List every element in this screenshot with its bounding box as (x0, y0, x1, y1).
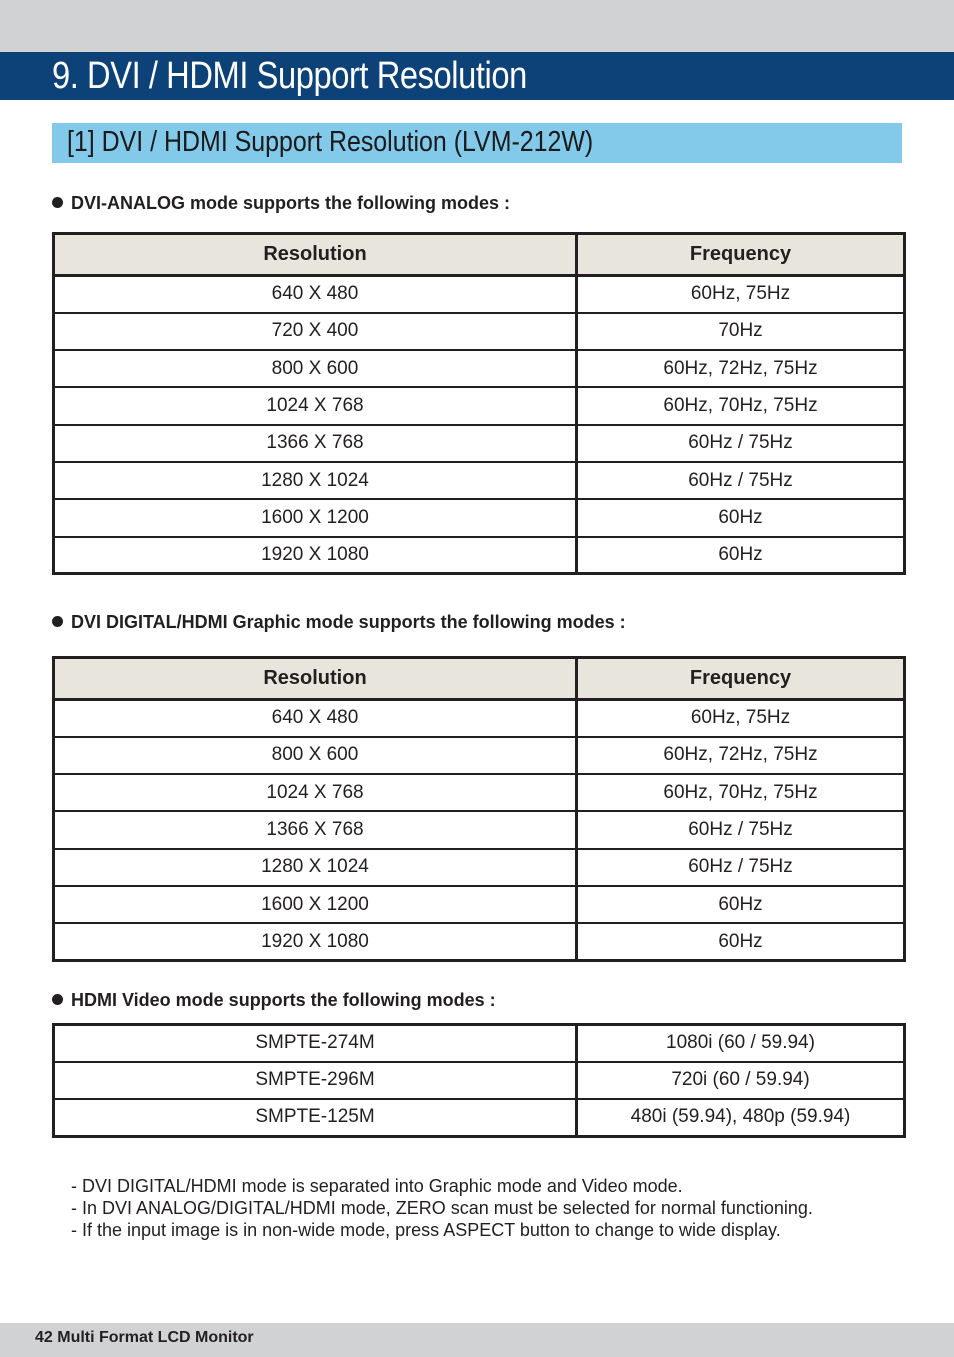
table-header-row (54, 658, 905, 700)
footer-band (0, 1323, 954, 1357)
frequency-cell: 60Hz / 75Hz (577, 462, 905, 499)
resolution-cell: 640 X 480 (54, 700, 577, 737)
resolution-cell: 1920 X 1080 (54, 537, 577, 574)
table-row (54, 276, 905, 313)
resolution-cell: 1366 X 768 (54, 811, 577, 848)
resolution-cell: 720 X 400 (54, 313, 577, 350)
table-row (54, 425, 905, 462)
frequency-cell: 60Hz (718, 543, 763, 565)
section-label-text: HDMI Video mode supports the following modes : (71, 990, 496, 1010)
note-line: - In DVI ANALOG/DIGITAL/HDMI mode, ZERO scan must be selected for normal functioning. (71, 1198, 813, 1218)
frequency-cell: 60Hz / 75Hz (577, 425, 905, 462)
frequency-cell: 60Hz, 70Hz, 75Hz (577, 387, 905, 424)
table-row (54, 849, 905, 886)
format-cell: 1080i (60 / 59.94) (577, 1025, 905, 1062)
frequency-cell: 70Hz (577, 313, 905, 350)
table-row (54, 737, 905, 774)
table-row (54, 886, 905, 923)
note-line: - If the input image is in non-wide mode, press ASPECT button to change to wide display. (71, 1220, 781, 1240)
page-footer: 42 Multi Format LCD Monitor (35, 1329, 254, 1346)
frequency-cell: 60Hz, 72Hz, 75Hz (577, 737, 905, 774)
title-bar (0, 52, 954, 100)
frequency-cell: 60Hz, 75Hz (577, 276, 905, 313)
hdmi-video-table (52, 1023, 906, 1138)
section-label-dvi-digital (52, 612, 626, 633)
table-row (54, 537, 905, 574)
table-row (54, 811, 905, 848)
section-label-dvi-analog (52, 193, 510, 214)
resolution-cell: 1280 X 1024 (54, 462, 577, 499)
header-frequency: Frequency (577, 658, 905, 700)
page-title: 9. DVI / HDMI Support Resolution (52, 55, 527, 97)
table-row (54, 923, 905, 960)
standard-cell: SMPTE-125M (54, 1099, 577, 1136)
table-row (54, 700, 905, 737)
header-frequency: Frequency (577, 234, 905, 276)
bullet-icon (52, 197, 63, 208)
resolution-cell: 1280 X 1024 (54, 849, 577, 886)
frequency-cell: 60Hz, 70Hz, 75Hz (577, 774, 905, 811)
resolution-cell: 1024 X 768 (54, 387, 577, 424)
format-cell: 480i (59.94), 480p (59.94) (630, 1106, 851, 1128)
table-row (54, 499, 905, 536)
resolution-cell: 800 X 600 (54, 737, 577, 774)
resolution-cell: 1600 X 1200 (54, 499, 577, 536)
frequency-cell: 60Hz (718, 930, 763, 952)
frequency-cell: 60Hz, 72Hz, 75Hz (577, 350, 905, 387)
frequency-cell: 60Hz (577, 886, 905, 923)
frequency-cell: 60Hz, 75Hz (577, 700, 905, 737)
table-row (54, 387, 905, 424)
table-row (54, 1099, 905, 1136)
frequency-cell: 60Hz / 75Hz (577, 849, 905, 886)
bullet-icon (52, 994, 63, 1005)
format-cell: 720i (60 / 59.94) (577, 1062, 905, 1099)
resolution-cell: 1024 X 768 (54, 774, 577, 811)
subtitle-bar (52, 123, 902, 163)
resolution-cell: 1366 X 768 (54, 425, 577, 462)
resolution-cell: 640 X 480 (54, 276, 577, 313)
standard-cell: SMPTE-274M (54, 1025, 577, 1062)
table-header-row (54, 234, 905, 276)
section-subtitle: [1] DVI / HDMI Support Resolution (LVM-212W) (67, 126, 594, 158)
frequency-cell: 60Hz (577, 499, 905, 536)
header-resolution: Resolution (54, 658, 577, 700)
dvi-analog-table (52, 232, 906, 575)
note-line: - DVI DIGITAL/HDMI mode is separated into Graphic mode and Video mode. (71, 1176, 683, 1196)
section-label-hdmi-video (52, 990, 496, 1011)
table-row (54, 350, 905, 387)
dvi-digital-hdmi-graphic-table (52, 656, 906, 962)
frequency-cell: 60Hz / 75Hz (577, 811, 905, 848)
table-row (54, 313, 905, 350)
top-gray-band (0, 0, 954, 52)
header-resolution: Resolution (54, 234, 577, 276)
table-row (54, 1062, 905, 1099)
bullet-icon (52, 616, 63, 627)
resolution-cell: 800 X 600 (54, 350, 577, 387)
standard-cell: SMPTE-296M (54, 1062, 577, 1099)
section-label-text: DVI-ANALOG mode supports the following modes : (71, 193, 510, 213)
section-label-text: DVI DIGITAL/HDMI Graphic mode supports the following modes : (71, 612, 626, 632)
notes-block (71, 1175, 813, 1241)
table-row (54, 774, 905, 811)
resolution-cell: 1920 X 1080 (54, 923, 577, 960)
table-row (54, 462, 905, 499)
resolution-cell: 1600 X 1200 (54, 886, 577, 923)
table-row (54, 1025, 905, 1062)
